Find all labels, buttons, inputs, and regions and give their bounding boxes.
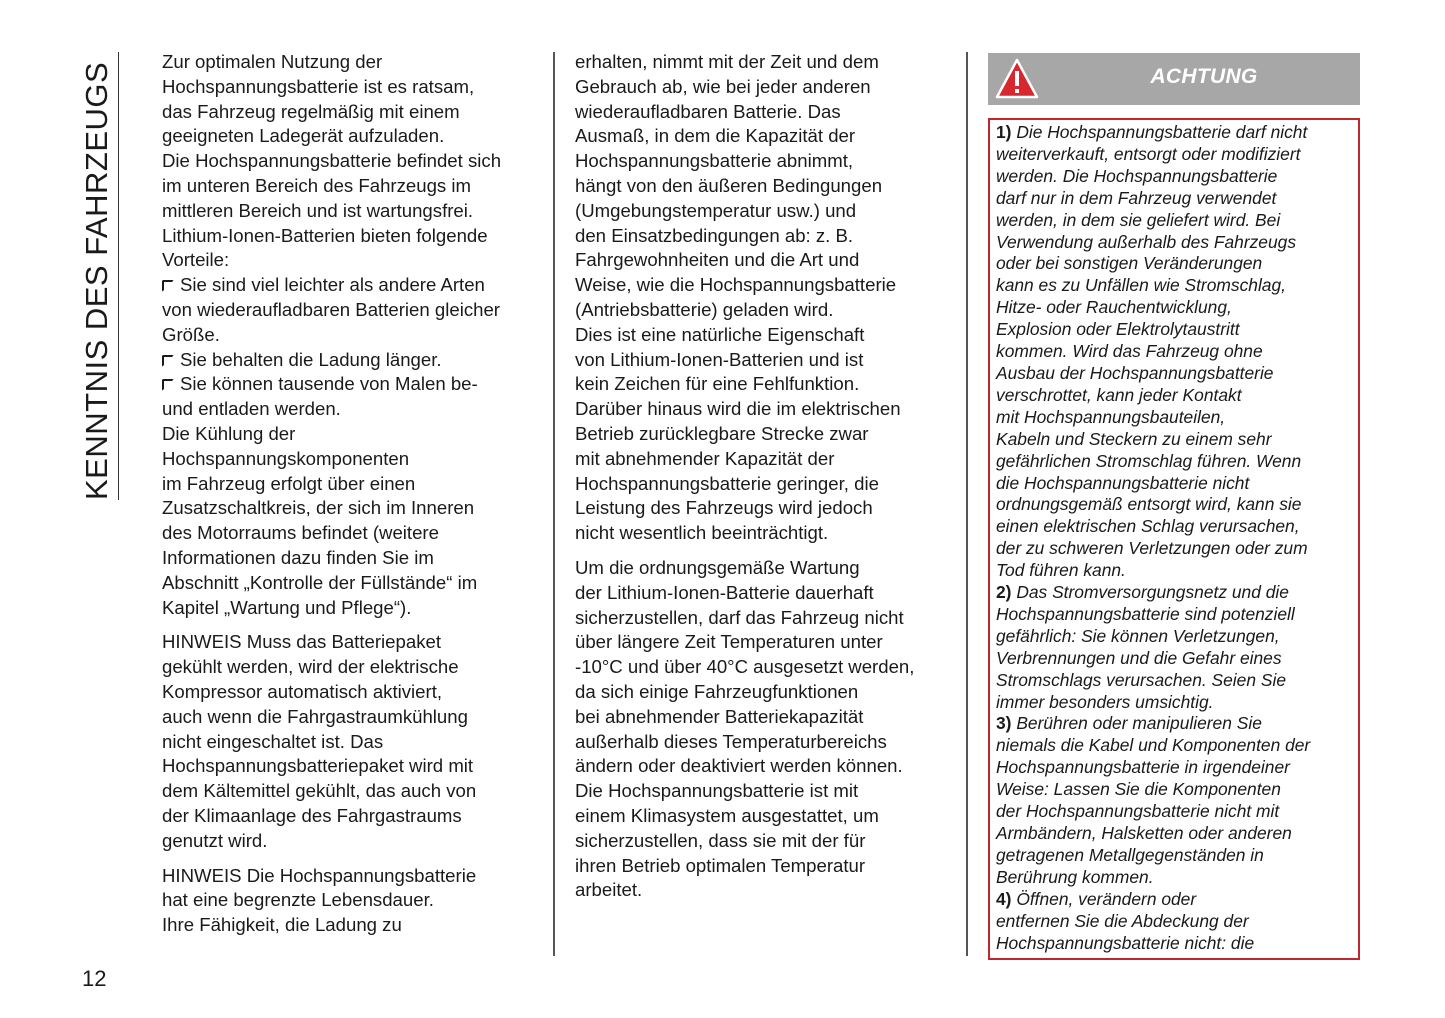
text-line: HINWEIS Muss das Batteriepaket: [162, 631, 442, 653]
warning-line: Tod führen kann.: [996, 560, 1126, 581]
text-line: Lithium-Ionen-Batterien bieten folgende: [162, 224, 488, 246]
text-column-2: [575, 50, 953, 903]
text-line: wiederaufladbaren Batterie. Das: [575, 100, 841, 122]
text-line: nicht eingeschaltet ist. Das: [162, 730, 384, 752]
warning-line: 4) Öffnen, verändern oder: [996, 888, 1197, 909]
warning-title: ACHTUNG: [1150, 65, 1258, 88]
text-line: ihren Betrieb optimalen Temperatur: [575, 854, 866, 876]
warning-line: Weise: Lassen Sie die Komponenten: [996, 779, 1281, 800]
text-line: bei abnehmender Batteriekapazität: [575, 705, 864, 727]
warning-line: Explosion oder Elektrolytaustritt: [996, 319, 1240, 340]
text-line: ändern oder deaktiviert werden können.: [575, 755, 903, 777]
text-line: Größe.: [162, 323, 220, 345]
warning-line: Ausbau der Hochspannungsbatterie: [996, 362, 1274, 383]
text-line: Vorteile:: [162, 249, 230, 271]
text-line: Sie behalten die Ladung länger.: [162, 348, 540, 373]
text-line: Dies ist eine natürliche Eigenschaft: [575, 323, 865, 345]
text-line: sicherzustellen, dass sie mit der für: [575, 829, 866, 851]
text-line: der Lithium-Ionen-Batterie dauerhaft: [575, 581, 874, 603]
text-line: Um die ordnungsgemäße Wartung: [575, 556, 860, 578]
text-line: Kompressor automatisch aktiviert,: [162, 680, 443, 702]
text-line: Die Hochspannungsbatterie ist mit: [575, 780, 859, 802]
text-line: Zur optimalen Nutzung der: [162, 51, 383, 72]
warning-line: darf nur in dem Fahrzeug verwendet: [996, 187, 1277, 208]
text-line: hängt von den äußeren Bedingungen: [575, 174, 883, 196]
warning-line: Berührung kommen.: [996, 866, 1154, 887]
text-line: und entladen werden.: [162, 398, 341, 420]
warning-box: [988, 118, 1360, 960]
warning-line: kann es zu Unfällen wie Stromschlag,: [996, 275, 1286, 296]
warning-line: gefährlichen Stromschlag führen. Wenn: [996, 450, 1302, 471]
text-line: des Motorraums befindet (weitere: [162, 522, 439, 544]
warning-line: gefährlich: Sie können Verletzungen,: [996, 625, 1280, 646]
warning-line: Hochspannungsbatterie in irgendeiner: [996, 757, 1290, 778]
text-line: das Fahrzeug regelmäßig mit einem: [162, 100, 460, 122]
text-line: Hochspannungskomponenten: [162, 447, 410, 469]
text-line: kein Zeichen für eine Fehlfunktion.: [575, 373, 860, 395]
bullet-square-icon: [162, 280, 174, 292]
text-line: im unteren Bereich des Fahrzeugs im: [162, 174, 472, 196]
text-line: Die Kühlung der: [162, 422, 296, 444]
warning-line: Hochspannungsbatterie nicht: die: [996, 932, 1255, 953]
text-line: Hochspannungsbatterie ist es ratsam,: [162, 75, 475, 97]
text-line: Ihre Fähigkeit, die Ladung zu: [162, 914, 402, 936]
text-line: im Fahrzeug erfolgt über einen: [162, 472, 416, 494]
text-line: Ausmaß, in dem die Kapazität der: [575, 125, 856, 147]
warning-line: Kabeln und Steckern zu einem sehr: [996, 428, 1272, 449]
text-line: sicherzustellen, darf das Fahrzeug nicht: [575, 606, 904, 628]
warning-line: entfernen Sie die Abdeckung der: [996, 910, 1249, 931]
text-line: -10°C und über 40°C ausgesetzt werden,: [575, 656, 915, 678]
warning-line: niemals die Kabel und Komponenten der: [996, 735, 1311, 756]
column-divider: [966, 52, 968, 956]
text-line: Die Hochspannungsbatterie befindet sich: [162, 150, 502, 172]
warning-item-number: 2): [996, 582, 1012, 603]
text-line: erhalten, nimmt mit der Zeit und dem: [575, 51, 879, 72]
text-line: geeigneten Ladegerät aufzuladen.: [162, 125, 445, 147]
warning-line: 2) Das Stromversorgungsnetz und die: [996, 582, 1289, 603]
warning-line: Stromschlags verursachen. Seien Sie: [996, 669, 1286, 690]
warning-line: Verbrennungen und die Gefahr eines: [996, 647, 1282, 668]
text-line: Darüber hinaus wird die im elektrischen: [575, 398, 901, 420]
warning-line: werden, in dem sie geliefert wird. Bei: [996, 209, 1281, 230]
text-line: Kapitel „Wartung und Pflege“).: [162, 596, 412, 618]
text-line: da sich einige Fahrzeugfunktionen: [575, 680, 859, 702]
text-line: (Umgebungstemperatur usw.) und: [575, 199, 857, 221]
warning-line: Hitze- oder Rauchentwicklung,: [996, 297, 1232, 318]
text-line: der Klimaanlage des Fahrgastraums: [162, 804, 462, 826]
text-line: von Lithium-Ionen-Batterien und ist: [575, 348, 864, 370]
text-line: mit abnehmender Kapazität der: [575, 447, 835, 469]
text-line: von wiederaufladbaren Batterien gleicher: [162, 298, 501, 320]
text-line: Gebrauch ab, wie bei jeder anderen: [575, 75, 871, 97]
text-line: Betrieb zurücklegbare Strecke zwar: [575, 422, 869, 444]
warning-line: kommen. Wird das Fahrzeug ohne: [996, 341, 1263, 362]
warning-line: ordnungsgemäß entsorgt wird, kann sie: [996, 494, 1302, 515]
warning-line: mit Hochspannungsbauteilen,: [996, 406, 1226, 427]
column-divider: [553, 52, 555, 956]
warning-line: verschrottet, kann jeder Kontakt: [996, 384, 1242, 405]
warning-triangle-icon: [994, 57, 1040, 101]
warning-line: 1) Die Hochspannungsbatterie darf nicht: [996, 122, 1308, 142]
text-line: arbeitet.: [575, 879, 643, 901]
section-title-text: KENNTNIS DES FAHRZEUGS: [79, 61, 114, 500]
warning-line: werden. Die Hochspannungsbatterie: [996, 165, 1278, 186]
text-line: (Antriebsbatterie) geladen wird.: [575, 298, 834, 320]
warning-header: [988, 53, 1360, 105]
text-line: Sie können tausende von Malen be-: [162, 372, 540, 397]
text-line: mittleren Bereich und ist wartungsfrei.: [162, 199, 474, 221]
page-number: 12: [82, 966, 107, 991]
warning-line: Armbändern, Halsketten oder anderen: [996, 823, 1292, 843]
warning-line: 3) Berühren oder manipulieren Sie: [996, 713, 1262, 734]
text-line: HINWEIS Die Hochspannungsbatterie: [162, 864, 477, 886]
warning-line: weiterverkauft, entsorgt oder modifiziert: [996, 143, 1301, 164]
warning-line: der zu schweren Verletzungen oder zum: [996, 538, 1308, 559]
warning-line: immer besonders umsichtig.: [996, 691, 1214, 712]
text-line: dem Kältemittel gekühlt, das auch von: [162, 780, 477, 802]
text-line: Hochspannungsbatterie abnimmt,: [575, 150, 854, 172]
text-column-1: [162, 50, 540, 938]
bullet-square-icon: [162, 355, 174, 367]
warning-line: oder bei sonstigen Veränderungen: [996, 253, 1263, 274]
text-line: Fahrgewohnheiten und die Art und: [575, 249, 860, 271]
warning-line: Hochspannungsbatterie sind potenziell: [996, 603, 1295, 624]
text-line: Hochspannungsbatterie geringer, die: [575, 472, 879, 494]
warning-line: einen elektrischen Schlag verursachen,: [996, 516, 1300, 537]
text-line: Leistung des Fahrzeugs wird jedoch: [575, 497, 873, 519]
text-line: Hochspannungsbatteriepaket wird mit: [162, 755, 474, 777]
text-line: den Einsatzbedingungen ab: z. B.: [575, 224, 854, 246]
text-line: Informationen dazu finden Sie im: [162, 546, 434, 568]
warning-item-number: 4): [996, 888, 1012, 909]
text-line: auch wenn die Fahrgastraumkühlung: [162, 705, 468, 727]
text-line: Sie sind viel leichter als andere Arten: [162, 273, 540, 298]
text-line: Abschnitt „Kontrolle der Füllstände“ im: [162, 571, 478, 593]
warning-line: getragenen Metallgegenständen in: [996, 844, 1264, 865]
section-side-title: [80, 52, 119, 500]
warning-line: der Hochspannungsbatterie nicht mit: [996, 801, 1280, 822]
warning-line: Verwendung außerhalb des Fahrzeugs: [996, 231, 1297, 252]
text-line: hat eine begrenzte Lebensdauer.: [162, 889, 434, 911]
warning-item-number: 1): [996, 122, 1012, 142]
text-line: genutzt wird.: [162, 829, 268, 851]
bullet-square-icon: [162, 379, 174, 391]
text-line: nicht wesentlich beeinträchtigt.: [575, 522, 829, 544]
text-line: Weise, wie die Hochspannungsbatterie: [575, 274, 897, 296]
text-line: einem Klimasystem ausgestattet, um: [575, 804, 879, 826]
text-line: gekühlt werden, wird der elektrische: [162, 656, 459, 678]
warning-item-number: 3): [996, 713, 1012, 734]
warning-line: die Hochspannungsbatterie nicht: [996, 472, 1250, 493]
text-line: außerhalb dieses Temperaturbereichs: [575, 730, 887, 752]
text-line: über längere Zeit Temperaturen unter: [575, 631, 883, 653]
text-line: Zusatzschaltkreis, der sich im Inneren: [162, 497, 475, 519]
